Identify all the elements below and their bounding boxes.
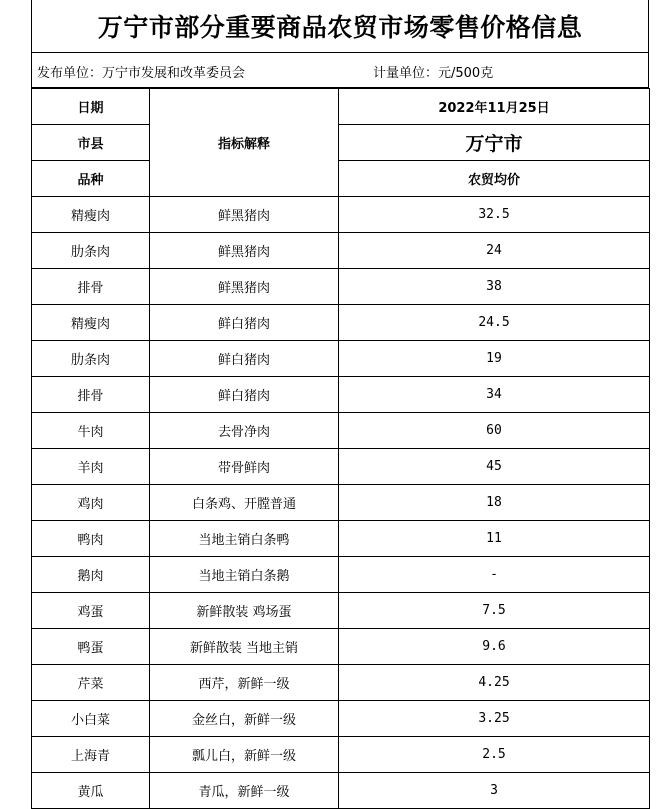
desc-cell: 鲜黑猪肉 <box>150 233 339 269</box>
item-cell: 鸡肉 <box>32 485 150 521</box>
variety-label: 品种 <box>32 161 150 197</box>
desc-cell: 白条鸡、开膛普通 <box>150 485 339 521</box>
item-cell: 上海青 <box>32 737 150 773</box>
item-cell: 排骨 <box>32 269 150 305</box>
desc-cell: 瓢儿白，新鲜一级 <box>150 737 339 773</box>
info-row <box>31 52 649 88</box>
table-row <box>32 413 650 449</box>
indicator-label: 指标解释 <box>150 89 339 197</box>
item-cell: 羊肉 <box>32 449 150 485</box>
item-cell: 精瘦肉 <box>32 197 150 233</box>
desc-cell: 青瓜，新鲜一级 <box>150 773 339 809</box>
desc-cell: 去骨净肉 <box>150 413 339 449</box>
publisher-text: 发布单位：万宁市发展和改革委员会 <box>37 66 246 81</box>
price-cell: 18 <box>339 485 650 521</box>
table-row <box>32 521 650 557</box>
date-value: 2022年11月25日 <box>339 89 650 125</box>
price-cell: 60 <box>339 413 650 449</box>
table-row <box>32 737 650 773</box>
price-cell: 32.5 <box>339 197 650 233</box>
price-cell: - <box>339 557 650 593</box>
desc-cell: 鲜白猪肉 <box>150 377 339 413</box>
desc-cell: 西芹，新鲜一级 <box>150 665 339 701</box>
desc-cell: 鲜黑猪肉 <box>150 197 339 233</box>
item-cell: 鸡蛋 <box>32 593 150 629</box>
price-cell: 19 <box>339 341 650 377</box>
table-row <box>32 557 650 593</box>
price-cell: 2.5 <box>339 737 650 773</box>
table-row <box>32 665 650 701</box>
desc-cell: 当地主销白条鹅 <box>150 557 339 593</box>
table-row <box>32 701 650 737</box>
desc-cell: 新鲜散装 鸡场蛋 <box>150 593 339 629</box>
item-cell: 鹅肉 <box>32 557 150 593</box>
desc-cell: 鲜黑猪肉 <box>150 269 339 305</box>
item-cell: 小白菜 <box>32 701 150 737</box>
desc-cell: 带骨鲜肉 <box>150 449 339 485</box>
table-row <box>32 449 650 485</box>
table-row <box>32 593 650 629</box>
price-label: 农贸均价 <box>339 161 650 197</box>
price-cell: 34 <box>339 377 650 413</box>
table-row <box>32 773 650 809</box>
header-row-variety <box>32 161 650 197</box>
desc-cell: 新鲜散装 当地主销 <box>150 629 339 665</box>
item-cell: 排骨 <box>32 377 150 413</box>
table-row <box>32 341 650 377</box>
price-cell: 4.25 <box>339 665 650 701</box>
desc-cell: 金丝白，新鲜一级 <box>150 701 339 737</box>
price-cell: 9.6 <box>339 629 650 665</box>
desc-cell: 鲜白猪肉 <box>150 305 339 341</box>
price-cell: 24 <box>339 233 650 269</box>
unit-text: 计量单位：元/500克 <box>373 66 494 81</box>
item-cell: 鸭肉 <box>32 521 150 557</box>
table-row <box>32 233 650 269</box>
desc-cell: 鲜白猪肉 <box>150 341 339 377</box>
price-cell: 38 <box>339 269 650 305</box>
table-row <box>32 629 650 665</box>
city-value: 万宁市 <box>339 125 650 161</box>
date-label: 日期 <box>32 89 150 125</box>
header-row-date <box>32 89 650 125</box>
table-row <box>32 197 650 233</box>
table-row <box>32 377 650 413</box>
city-label: 市县 <box>32 125 150 161</box>
item-cell: 鸭蛋 <box>32 629 150 665</box>
price-cell: 7.5 <box>339 593 650 629</box>
page-title: 万宁市部分重要商品农贸市场零售价格信息 <box>97 13 583 42</box>
table-row <box>32 485 650 521</box>
item-cell: 肋条肉 <box>32 233 150 269</box>
item-cell: 牛肉 <box>32 413 150 449</box>
table-row <box>32 269 650 305</box>
table-row <box>32 305 650 341</box>
price-cell: 11 <box>339 521 650 557</box>
price-cell: 24.5 <box>339 305 650 341</box>
item-cell: 芹菜 <box>32 665 150 701</box>
desc-cell: 当地主销白条鸭 <box>150 521 339 557</box>
item-cell: 黄瓜 <box>32 773 150 809</box>
price-cell: 45 <box>339 449 650 485</box>
price-cell: 3 <box>339 773 650 809</box>
header-row-city <box>32 125 650 161</box>
price-table <box>31 88 650 809</box>
price-cell: 3.25 <box>339 701 650 737</box>
item-cell: 精瘦肉 <box>32 305 150 341</box>
item-cell: 肋条肉 <box>32 341 150 377</box>
